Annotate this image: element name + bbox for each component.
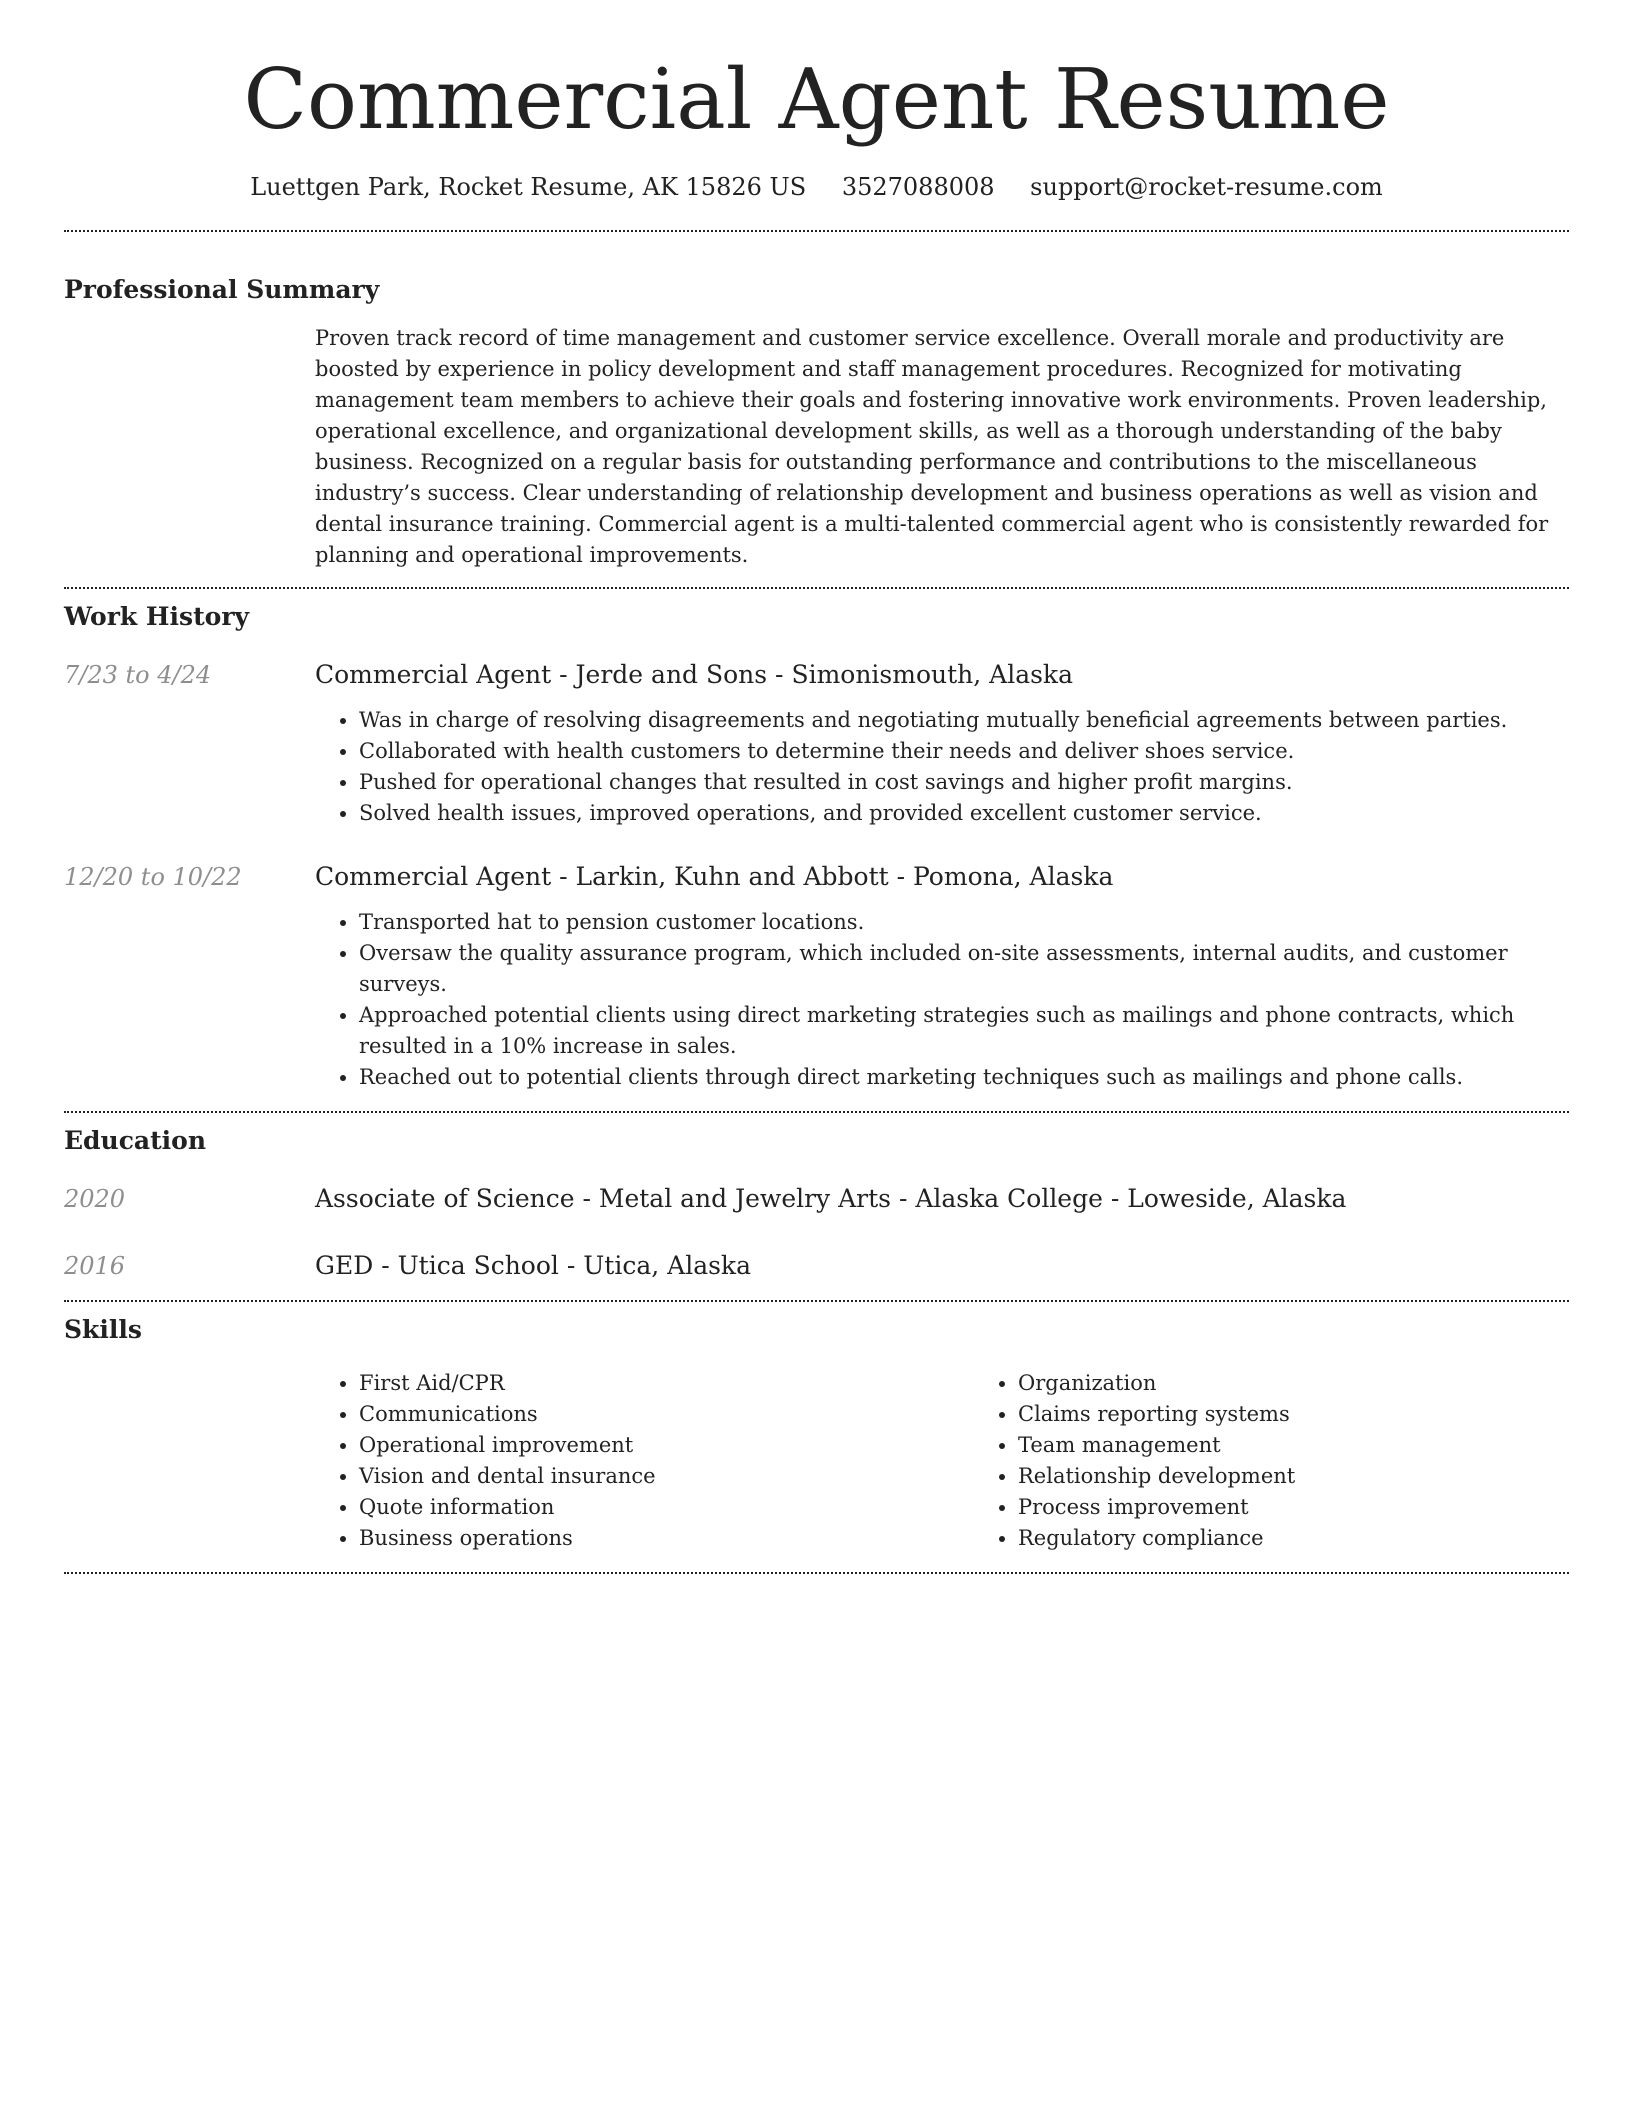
- section-heading-work: Work History: [64, 602, 250, 631]
- section-heading-summary: Professional Summary: [64, 275, 380, 304]
- skills-list-right: [974, 1368, 1632, 1554]
- education-entry: [64, 1181, 1569, 1217]
- skills-list-left: [315, 1368, 974, 1554]
- list-item: • Process improvement: [1018, 1492, 1632, 1523]
- job-dates: 7/23 to 4/24: [64, 661, 212, 689]
- divider: [64, 230, 1569, 232]
- section-heading-education: Education: [64, 1126, 207, 1155]
- list-item: • Solved health issues, improved operations, and provided excellent customer service.: [359, 798, 1569, 829]
- divider: [64, 1300, 1569, 1302]
- list-item: • Regulatory compliance: [1018, 1523, 1632, 1554]
- contact-line: [64, 170, 1569, 204]
- list-item: • Communications: [359, 1399, 974, 1430]
- education-entry: [64, 1248, 1569, 1284]
- skills-section: [64, 1312, 1569, 1554]
- summary-section: [64, 272, 1569, 571]
- list-item: • Organization: [1018, 1368, 1632, 1399]
- list-item: • Approached potential clients using direct marketing strategies such as mailings and phone contracts, which resulted in a 10% increase in sales.: [359, 1000, 1569, 1062]
- job-dates: 12/20 to 10/22: [64, 863, 242, 891]
- email: support@rocket-resume.com: [1030, 173, 1383, 201]
- education-title: GED - Utica School - Utica, Alaska: [315, 1251, 751, 1280]
- job-title: Commercial Agent - Jerde and Sons - Simonismouth, Alaska: [315, 660, 1073, 689]
- list-item: • Operational improvement: [359, 1430, 974, 1461]
- list-item: • First Aid/CPR: [359, 1368, 974, 1399]
- list-item: • Quote information: [359, 1492, 974, 1523]
- divider: [64, 1572, 1569, 1574]
- list-item: • Transported hat to pension customer locations.: [359, 907, 1569, 938]
- list-item: • Claims reporting systems: [1018, 1399, 1632, 1430]
- phone: 3527088008: [841, 173, 995, 201]
- job-entry: [64, 859, 1569, 1093]
- list-item: • Reached out to potential clients through direct marketing techniques such as mailings and phone calls.: [359, 1062, 1569, 1093]
- list-item: • Vision and dental insurance: [359, 1461, 974, 1492]
- education-section: [64, 1123, 1569, 1284]
- divider: [64, 1111, 1569, 1113]
- job-bullets: [315, 907, 1569, 1093]
- list-item: • Business operations: [359, 1523, 974, 1554]
- resume-title: Commercial Agent Resume: [243, 51, 1390, 148]
- list-item: • Collaborated with health customers to determine their needs and deliver shoes service.: [359, 736, 1569, 767]
- education-year: 2020: [64, 1185, 126, 1213]
- resume-page: [64, 0, 1569, 1574]
- list-item: • Oversaw the quality assurance program, which included on-site assessments, internal audits, and customer surveys.: [359, 938, 1569, 1000]
- address: Luettgen Park, Rocket Resume, AK 15826 US: [250, 173, 807, 201]
- list-item: • Pushed for operational changes that resulted in cost savings and higher profit margins.: [359, 767, 1569, 798]
- job-entry: [64, 657, 1569, 829]
- section-heading-skills: Skills: [64, 1315, 142, 1344]
- job-title: Commercial Agent - Larkin, Kuhn and Abbott - Pomona, Alaska: [315, 862, 1114, 891]
- work-section: [64, 599, 1569, 1093]
- list-item: • Team management: [1018, 1430, 1632, 1461]
- list-item: • Relationship development: [1018, 1461, 1632, 1492]
- divider: [64, 587, 1569, 589]
- education-year: 2016: [64, 1252, 126, 1280]
- summary-text: Proven track record of time management and customer service excellence. Overall morale and productivity are boosted by experience in policy development and staff management procedures. Recognized for motivating management team members to achieve their goals and fostering innovative work environments. Proven leadership, operational excellence, and organizational development skills, as well as a thorough understanding of the baby business. Recognized on a regular basis for outstanding performance and contributions to the miscellaneous industry’s success. Clear understanding of relationship development and business operations as well as vision and dental insurance training. Commercial agent is a multi-talented commercial agent who is consistently rewarded for planning and operational improvements.: [315, 326, 1549, 567]
- job-bullets: [315, 705, 1569, 829]
- list-item: • Was in charge of resolving disagreements and negotiating mutually beneficial agreements between parties.: [359, 705, 1569, 736]
- education-title: Associate of Science - Metal and Jewelry Arts - Alaska College - Loweside, Alaska: [315, 1184, 1347, 1213]
